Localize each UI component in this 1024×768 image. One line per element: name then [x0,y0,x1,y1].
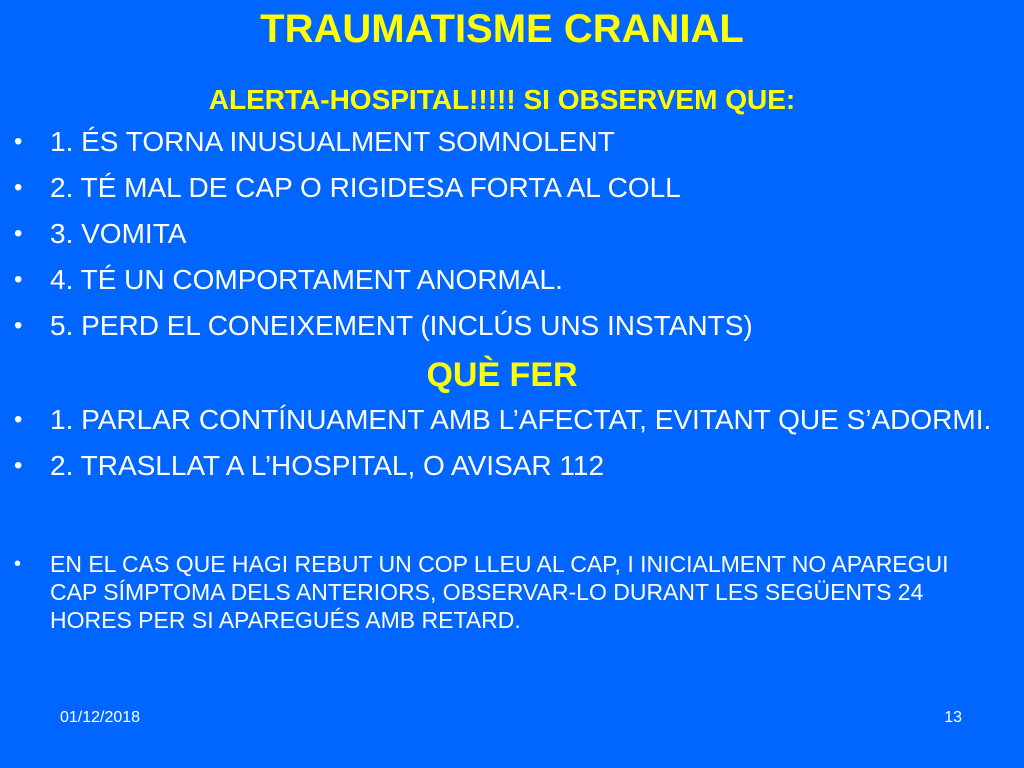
section-heading: QUÈ FER [426,356,578,394]
alert-item [0,218,1000,250]
bullet-icon: • [14,553,22,575]
slide-subtitle: ALERTA-HOSPITAL!!!!! SI OBSERVEM QUE: [208,84,796,115]
action-item [0,404,1000,436]
alert-item [0,172,1000,204]
action-list [0,404,1000,496]
action-item [0,450,1000,482]
bullet-icon: • [14,220,23,247]
note-list [0,550,1000,634]
alert-item-text: 2. TÉ MAL DE CAP O RIGIDESA FORTA AL COLL [50,172,681,203]
bullet-icon: • [14,406,23,433]
bullet-icon: • [14,128,23,155]
footer-page-number: 13 [944,709,962,726]
note-item [0,550,1000,634]
bullet-icon: • [14,312,23,339]
alert-item-text: 1. ÉS TORNA INUSUALMENT SOMNOLENT [50,126,615,157]
alert-item [0,310,1000,342]
alert-list [0,126,1000,356]
action-item-text: 1. PARLAR CONTÍNUAMENT AMB L’AFECTAT, EVITANT QUE S’ADORMI. [50,404,992,435]
note-item-text: EN EL CAS QUE HAGI REBUT UN COP LLEU AL CAP, I INICIALMENT NO APAREGUI CAP SÍMPTOMA DELS ANTERIORS, OBSERVAR-LO DURANT LES SEGÜENTS 24 HORES PER SI APAREGUÉS AMB RETARD. [50,551,949,633]
alert-item [0,264,1000,296]
bullet-icon: • [14,452,23,479]
bullet-icon: • [14,174,23,201]
alert-item-text: 4. TÉ UN COMPORTAMENT ANORMAL. [50,264,563,295]
alert-item [0,126,1000,158]
alert-item-text: 5. PERD EL CONEIXEMENT (INCLÚS UNS INSTANTS) [50,310,753,341]
action-item-text: 2. TRASLLAT A L’HOSPITAL, O AVISAR 112 [50,450,605,481]
slide-title: TRAUMATISME CRANIAL [260,7,744,51]
footer-date: 01/12/2018 [60,709,141,726]
bullet-icon: • [14,266,23,293]
alert-item-text: 3. VOMITA [50,218,187,249]
